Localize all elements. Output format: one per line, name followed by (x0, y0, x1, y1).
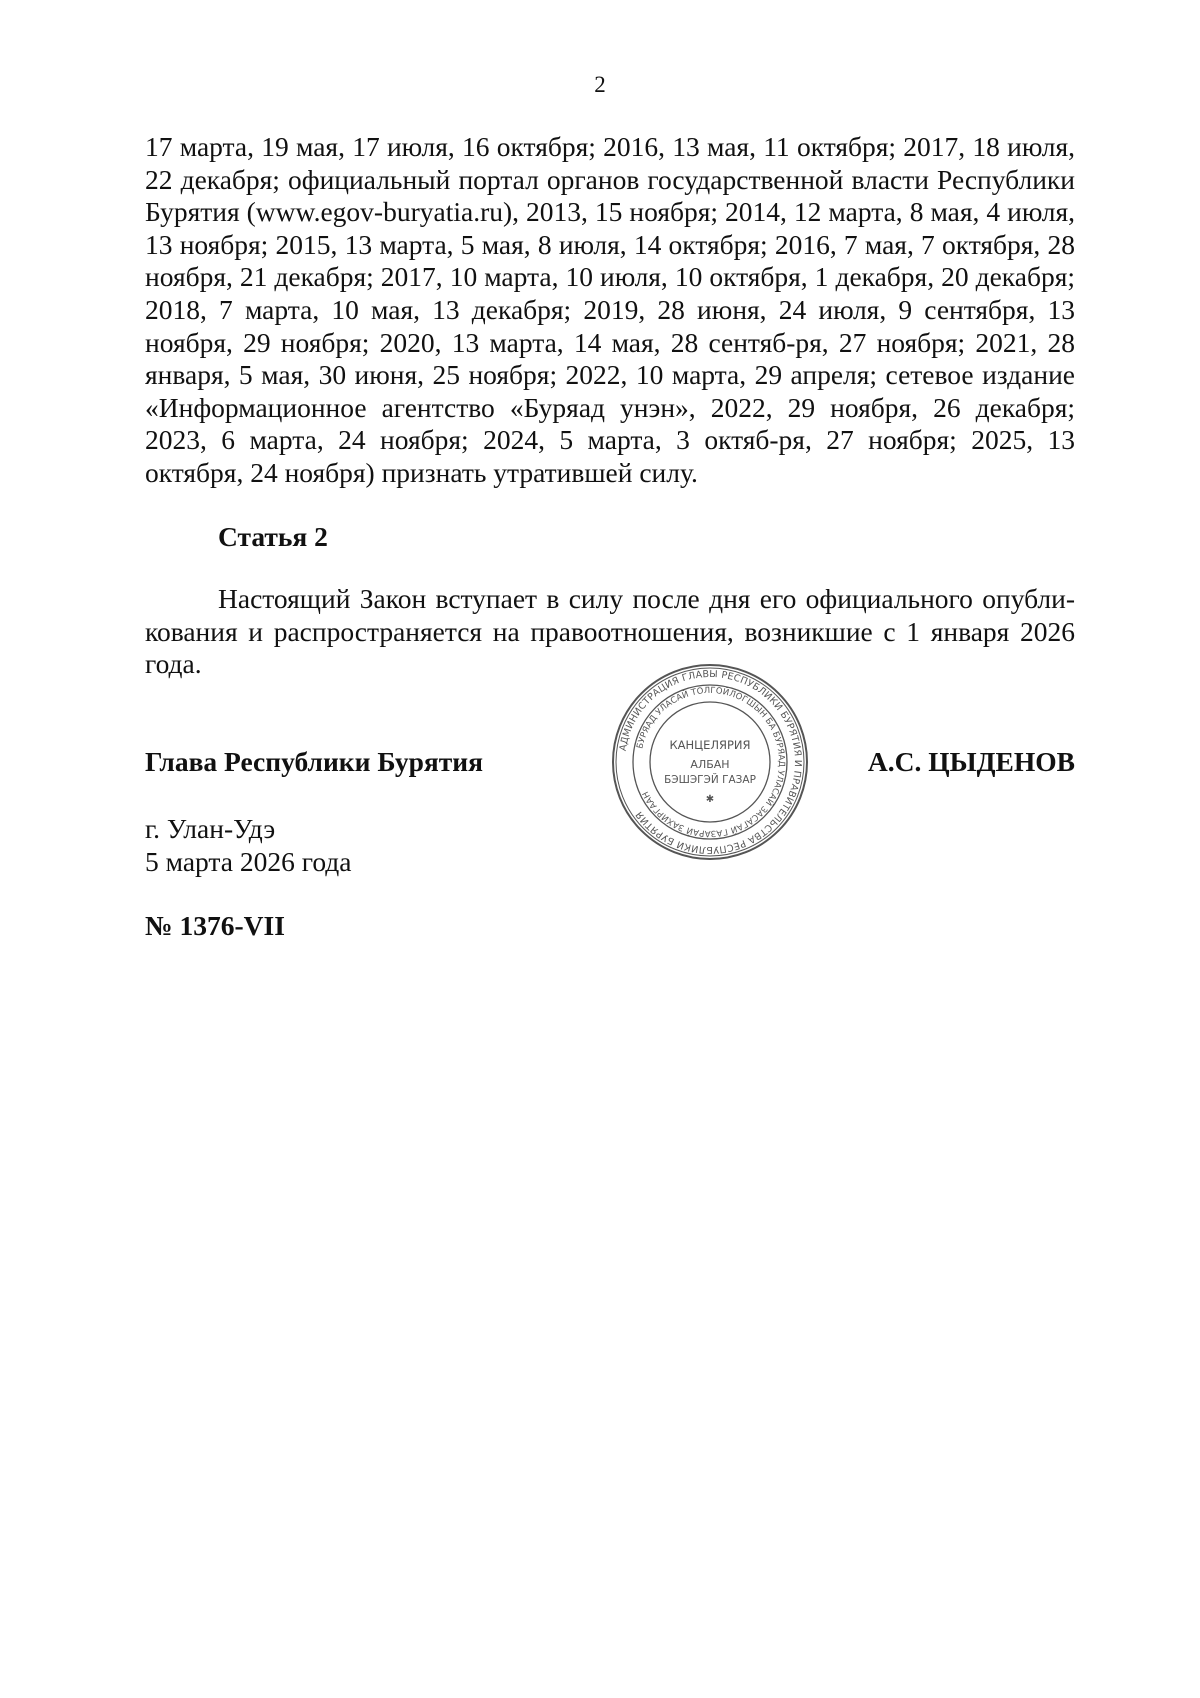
place-and-date (145, 812, 352, 878)
paragraph-2: Настоящий Закон вступает в силу после дня его официального опубли-кования и распространяется на правоотношения, возникшие с 1 января 2026 года. (145, 583, 1075, 680)
seal-center-line-2: АЛБАН (690, 758, 730, 771)
law-number: № 1376-VII (145, 910, 285, 941)
article-heading: Статья 2 (218, 521, 328, 552)
seal-center-line-1: КАНЦЕЛЯРИЯ (669, 738, 751, 752)
seal-inner-text: БУРЯАД УЛАСАЙ ТОЛГОЙЛОГШЫН БА БУРЯАД УЛАСАЙ ЗАСАГАЙ ГАЗАРАЙ ЗАХИРГААН (635, 685, 787, 839)
seal-center-line-3: БЭШЭГЭЙ ГАЗАР (664, 774, 756, 786)
place: г. Улан-Удэ (145, 813, 276, 844)
date: 5 марта 2026 года (145, 846, 352, 877)
seal-outer-text: АДМИНИСТРАЦИЯ ГЛАВЫ РЕСПУБЛИКИ БУРЯТИЯ И ПРАВИТЕЛЬСТВА РЕСПУБЛИКИ БУРЯТИЯ (617, 668, 804, 856)
page-number: 2 (594, 72, 606, 97)
seal-star-icon: ✱ (705, 794, 715, 805)
signatory-name: А.С. ЦЫДЕНОВ (867, 746, 1075, 777)
paragraph-1: 17 марта, 19 мая, 17 июля, 16 октября; 2016, 13 мая, 11 октября; 2017, 18 июля, 22 декабря; официальный портал органов государственной власти Республики Бурятия (www.egov-buryatia.ru), 2013, 15 ноября; 2014, 12 марта, 8 мая, 4 июля, 13 ноября; 2015, 13 марта, 5 мая, 8 июля, 14 октября; 2016, 7 мая, 7 октября, 28 ноября, 21 декабря; 2017, 10 марта, 10 июля, 10 октября, 1 декабря, 20 декабря; 2018, 7 марта, 10 мая, 13 декабря; 2019, 28 июня, 24 июля, 9 сентября, 13 ноября, 29 ноября; 2020, 13 марта, 14 мая, 28 сентяб-ря, 27 ноября; 2021, 28 января, 5 мая, 30 июня, 25 ноября; 2022, 10 марта, 29 апреля; сетевое издание «Информационное агентство «Буряад унэн», 2022, 29 ноября, 26 декабря; 2023, 6 марта, 24 ноября; 2024, 5 марта, 3 октяб-ря, 27 ноября; 2025, 13 октября, 24 ноября) признать утратившей силу. (145, 131, 1075, 488)
official-seal-stamp (610, 662, 810, 862)
signatory-position: Глава Республики Бурятия (145, 746, 484, 777)
